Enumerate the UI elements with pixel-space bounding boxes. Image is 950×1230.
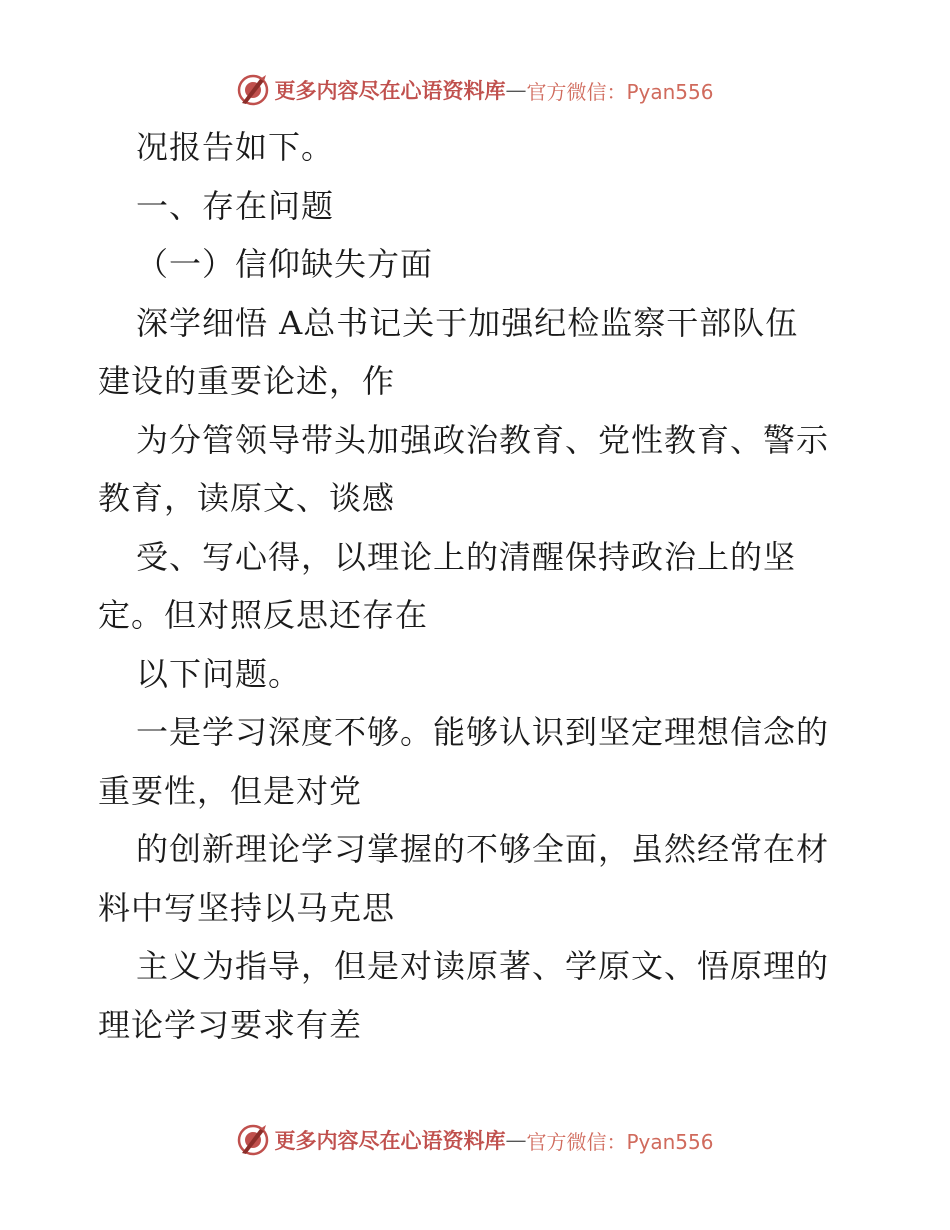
footer-separator: — bbox=[505, 1128, 527, 1152]
text-line: 一是学习深度不够。能够认识到坚定理想信念的 bbox=[136, 713, 830, 751]
text-line: 深学细悟 A总书记关于加强纪检监察干部队伍 bbox=[136, 303, 799, 342]
text-line: 为分管领导带头加强政治教育、党性教育、警示 bbox=[136, 420, 830, 459]
text-line: 以下问题。 bbox=[136, 654, 302, 693]
footer-brand: 更多内容尽在心语资料库 bbox=[274, 1128, 506, 1153]
quill-seal-icon bbox=[236, 73, 270, 107]
quill-seal-icon bbox=[236, 1123, 270, 1157]
footer-wechat: 官方微信：Pyan556 bbox=[526, 1129, 714, 1154]
header-brand: 更多内容尽在心语资料库 bbox=[274, 78, 506, 103]
header-wechat: 官方微信：Pyan556 bbox=[526, 79, 714, 104]
text-line: 理论学习要求有差 bbox=[98, 1005, 363, 1044]
text-line: 教育，读原文、谈感 bbox=[98, 479, 396, 517]
header-separator: — bbox=[505, 78, 527, 102]
text-line: 重要性，但是对党 bbox=[98, 771, 363, 810]
header-banner bbox=[0, 70, 950, 110]
text-line: 建设的重要论述，作 bbox=[98, 362, 396, 400]
document-body bbox=[98, 118, 868, 1054]
text-line: 主义为指导，但是对读原著、学原文、悟原理的 bbox=[136, 947, 830, 985]
text-line: 受、写心得，以理论上的清醒保持政治上的坚 bbox=[136, 537, 797, 576]
text-line: 况报告如下。 bbox=[136, 128, 335, 166]
footer-banner bbox=[0, 1120, 950, 1160]
text-line: 的创新理论学习掌握的不够全面，虽然经常在材 bbox=[136, 830, 830, 868]
text-line: 一、存在问题 bbox=[136, 186, 335, 225]
text-line: 料中写坚持以马克思 bbox=[98, 888, 396, 927]
text-line: （一）信仰缺失方面 bbox=[136, 245, 434, 283]
text-line: 定。但对照反思还存在 bbox=[98, 596, 429, 634]
